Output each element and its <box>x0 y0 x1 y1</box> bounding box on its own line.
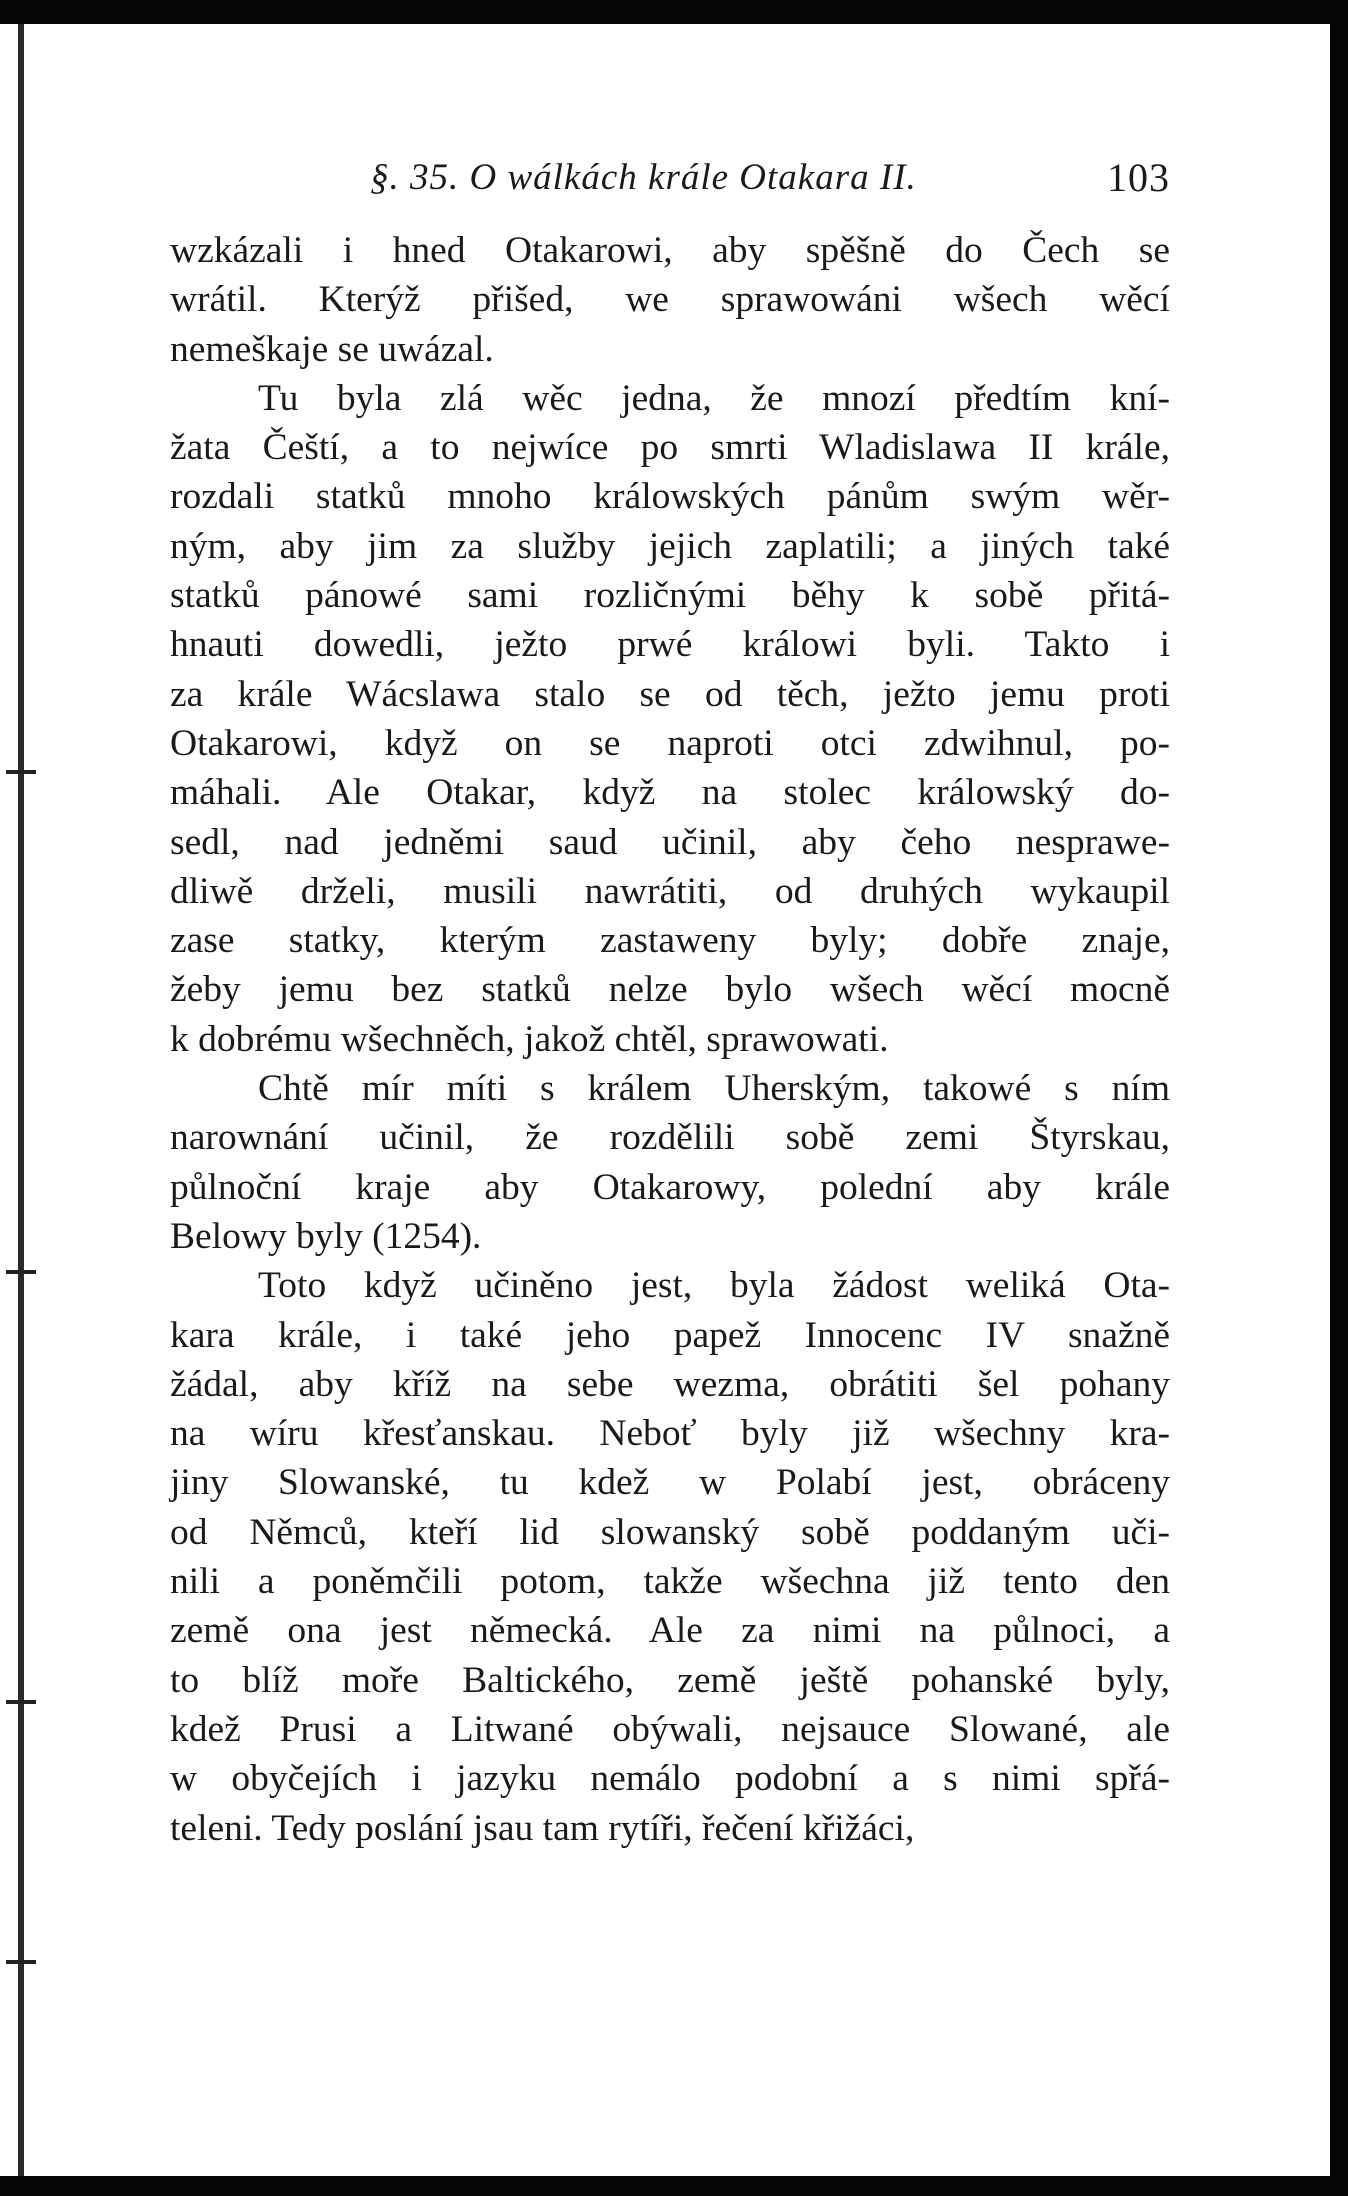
body-text <box>170 226 1170 1853</box>
scan-border-right <box>1330 0 1348 2196</box>
text-line: kara krále, i také jeho papež Innocenc IV snažně <box>170 1314 1170 1356</box>
text-line: půlnoční kraje aby Otakarowy, polední aby krále <box>170 1166 1170 1208</box>
text-line: Chtě mír míti s králem Uherským, takowé s ním <box>258 1068 1170 1110</box>
edge-mark <box>6 1270 36 1274</box>
book-page <box>170 150 1170 1853</box>
page-edge-rule <box>18 24 24 2176</box>
text-line: máhali. Ale Otakar, když na stolec králowský do- <box>170 772 1170 814</box>
edge-mark <box>6 770 36 774</box>
text-line: wrátil. Kterýž přišed, we sprawowáni wšech wěcí <box>170 279 1170 321</box>
text-line: teleni. Tedy poslání jsau tam rytíři, řečení křižáci, <box>170 1807 915 1849</box>
page-header <box>170 150 1170 210</box>
text-line: Tu byla zlá wěc jedna, že mnozí předtím kní- <box>258 377 1170 419</box>
text-line: narownání učinil, že rozdělili sobě zemi Štyrskau, <box>170 1117 1170 1159</box>
text-line: žeby jemu bez statků nelze bylo wšech wěcí mocně <box>170 969 1170 1011</box>
text-line: zase statky, kterým zastaweny byly; dobře znaje, <box>170 920 1170 962</box>
text-line: země ona jest německá. Ale za nimi na půlnoci, a <box>170 1610 1170 1652</box>
text-line: od Němců, kteří lid slowanský sobě poddaným uči- <box>170 1511 1170 1553</box>
text-line: nili a poněmčili potom, takže wšechna již tento den <box>170 1561 1170 1603</box>
text-line: w obyčejích i jazyku nemálo podobní a s nimi spřá- <box>170 1758 1170 1800</box>
scan-border-bottom <box>0 2176 1348 2196</box>
text-line: žádal, aby kříž na sebe wezma, obrátiti šel pohany <box>170 1363 1170 1405</box>
text-line: Belowy byly (1254). <box>170 1215 482 1257</box>
text-line: ným, aby jim za služby jejich zaplatili; a jiných také <box>170 525 1170 567</box>
text-line: to blíž moře Baltického, země ještě pohanské byly, <box>170 1659 1170 1701</box>
text-line: nemeškaje se uwázal. <box>170 328 494 370</box>
text-line: za krále Wácslawa stalo se od těch, ježto jemu proti <box>170 673 1170 715</box>
text-line: kdež Prusi a Litwané obýwali, nejsauce Slowané, ale <box>170 1708 1170 1750</box>
text-line: na wíru křesťanskau. Neboť byly již wšechny kra- <box>170 1413 1170 1455</box>
running-head: §. 35. O wálkách krále Otakara II. <box>370 157 917 198</box>
text-line: wzkázali i hned Otakarowi, aby spěšně do Čech se <box>170 230 1170 271</box>
text-line: Otakarowi, když on se naproti otci zdwihnul, po- <box>170 722 1170 764</box>
text-line: statků pánowé sami rozličnými běhy k sobě přitá- <box>170 575 1170 617</box>
edge-mark <box>6 1700 36 1704</box>
text-line: sedl, nad jedněmi saud učinil, aby čeho nesprawe- <box>170 821 1170 863</box>
text-line: k dobrému wšechněch, jakož chtěl, sprawowati. <box>170 1018 889 1060</box>
text-line: rozdali statků mnoho králowských pánům swým wěr- <box>170 476 1170 518</box>
page-number: 103 <box>1107 155 1170 200</box>
text-line: dliwě drželi, musili nawrátiti, od druhých wykaupil <box>170 870 1170 912</box>
scan-border-top <box>0 0 1348 24</box>
text-line: Toto když učiněno jest, byla žádost weliká Ota- <box>258 1265 1170 1307</box>
text-line: jiny Slowanské, tu kdež w Polabí jest, obráceny <box>170 1462 1170 1504</box>
text-line: hnauti dowedli, ježto prwé králowi byli. Takto i <box>170 624 1170 666</box>
text-line: žata Čeští, a to nejwíce po smrti Wladislawa II krále, <box>170 427 1170 469</box>
edge-mark <box>6 1960 36 1964</box>
